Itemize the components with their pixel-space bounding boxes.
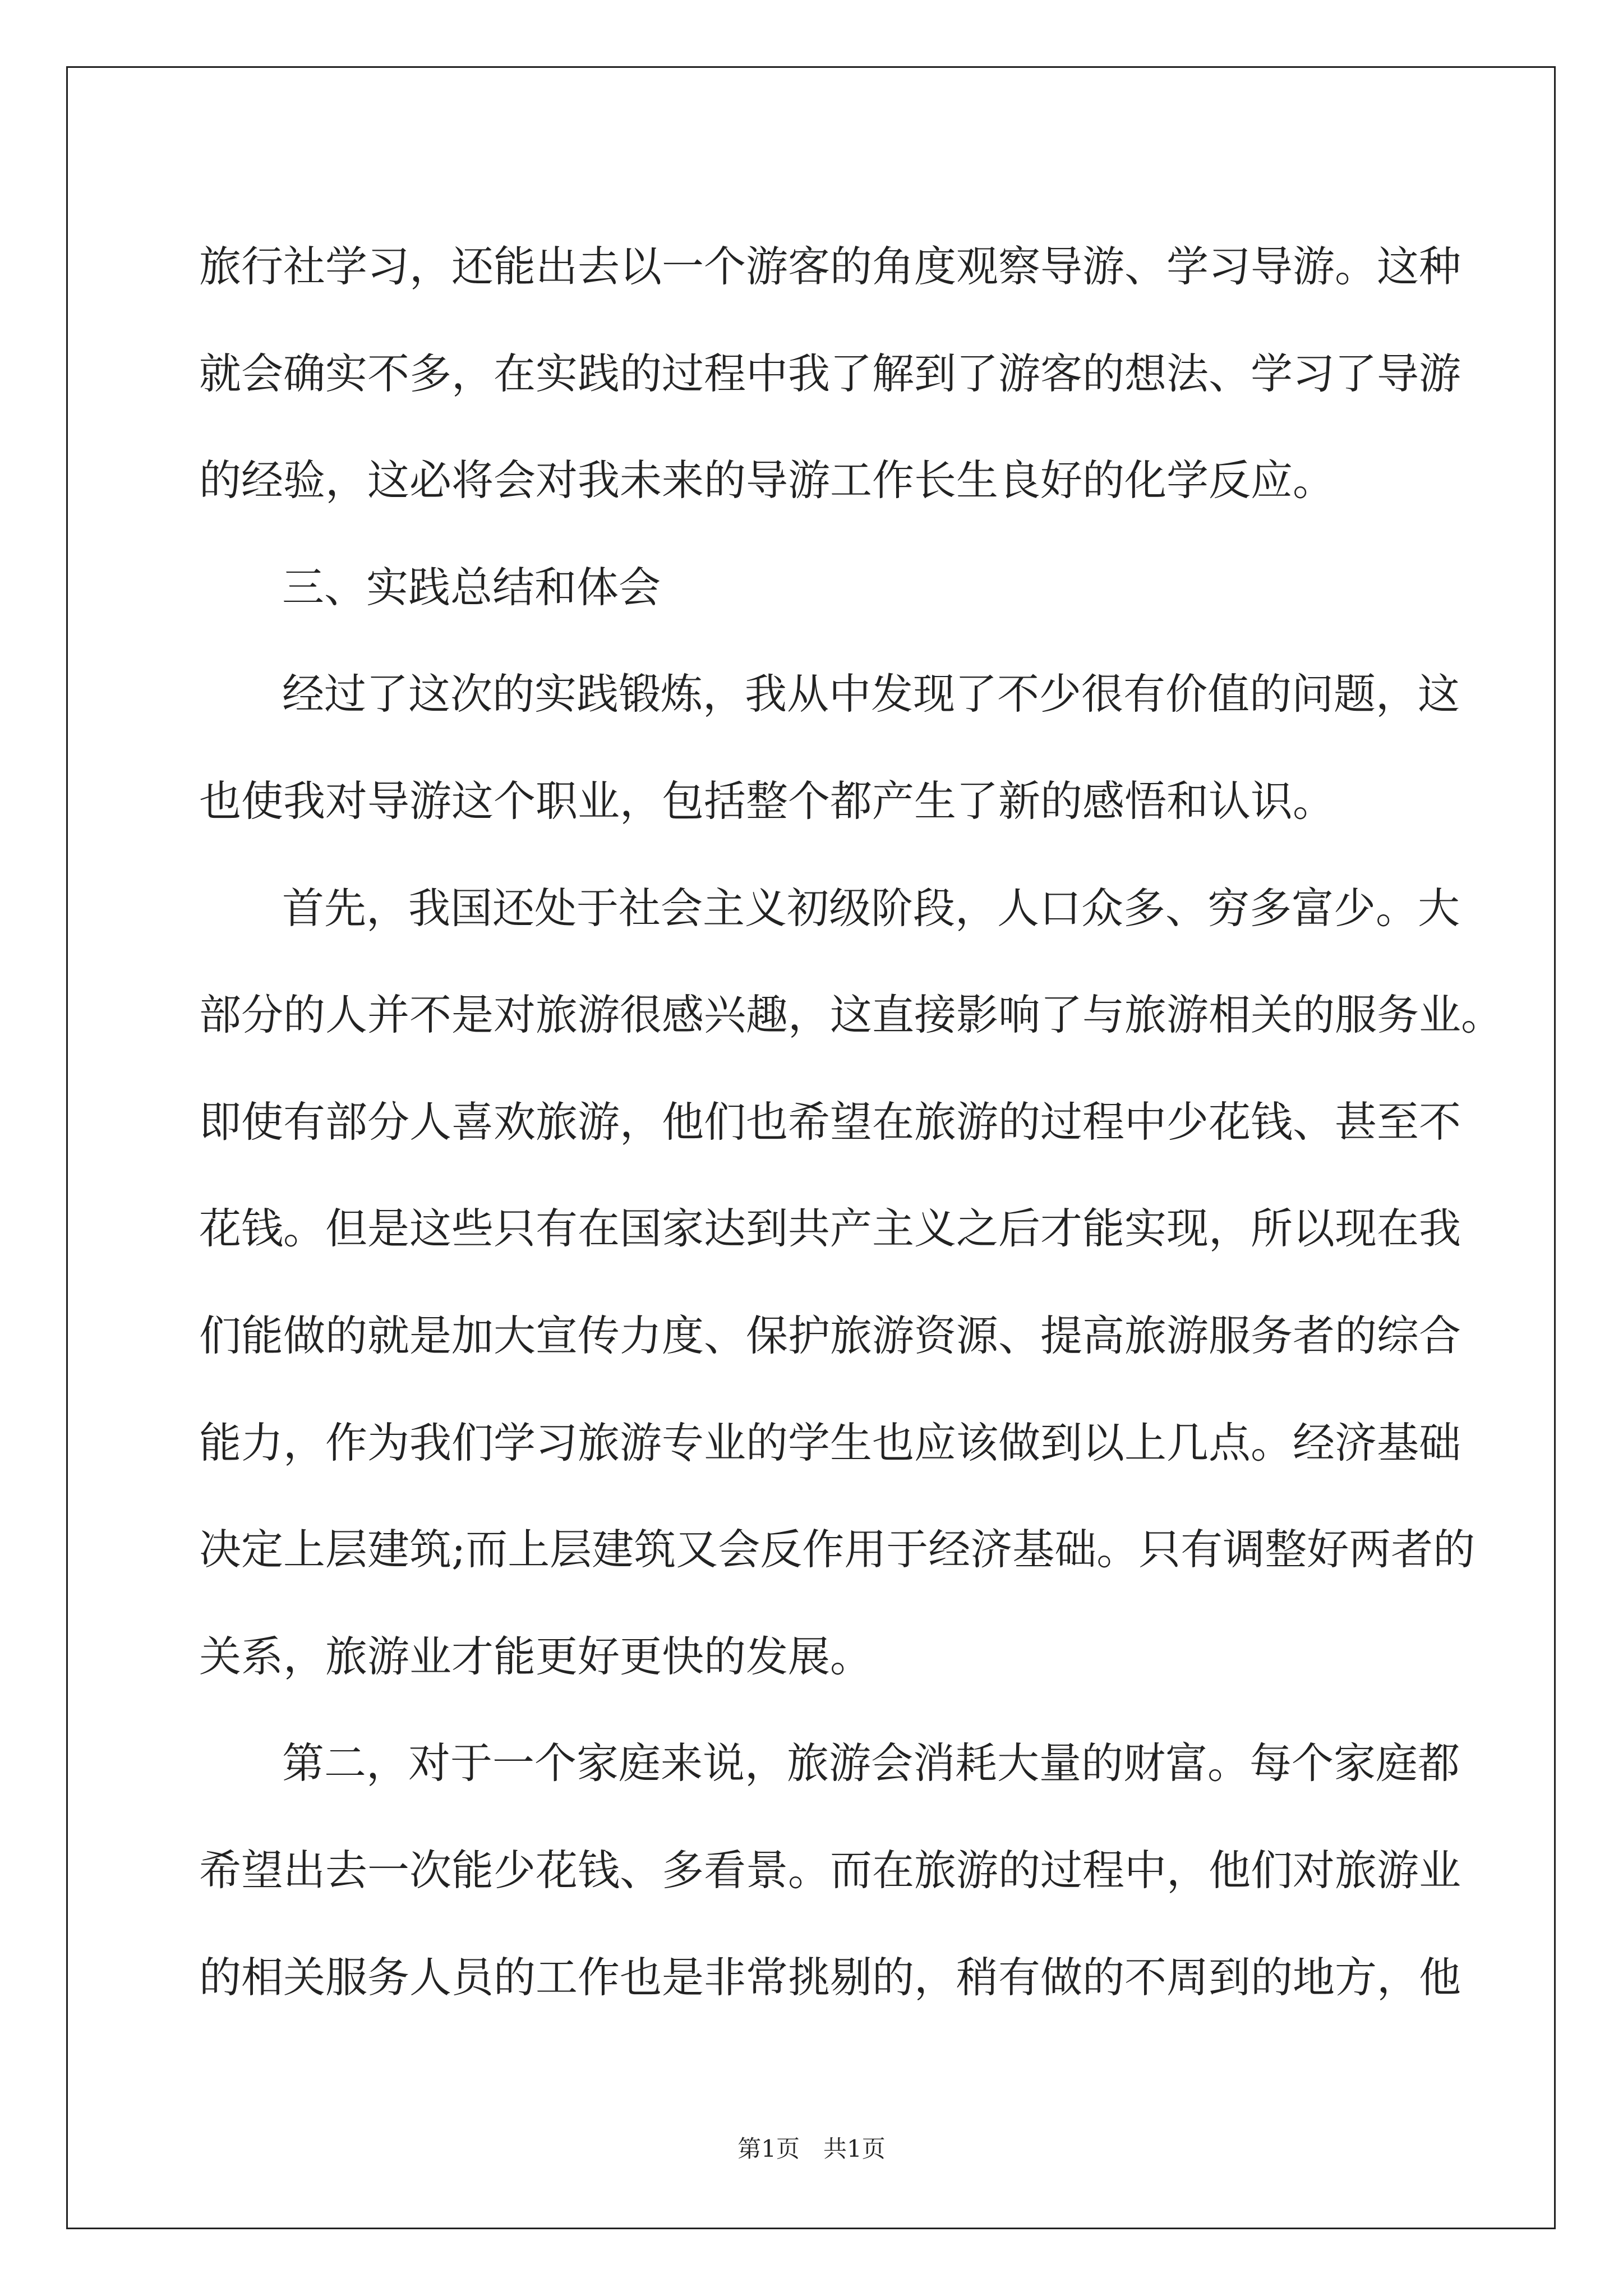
paragraph-start-line: 首先，我国还处于社会主义初级阶段，人口众多、穷多富少。大 <box>282 883 1460 933</box>
text-line: 部分的人并不是对旅游很感兴趣，这直接影响了与旅游相关的服务业。 <box>199 990 1504 1040</box>
document-body <box>199 213 1504 2031</box>
paragraph-start-line: 经过了这次的实践锻炼，我从中发现了不少很有价值的问题，这 <box>282 669 1460 719</box>
text-line: 们能做的就是加大宣传力度、保护旅游资源、提高旅游服务者的综合 <box>199 1310 1461 1360</box>
text-line: 花钱。但是这些只有在国家达到共产主义之后才能实现，所以现在我 <box>199 1204 1461 1254</box>
text-line: 关系，旅游业才能更好更快的发展。 <box>199 1631 873 1681</box>
text-line: 就会确实不多，在实践的过程中我了解到了游客的想法、学习了导游 <box>199 348 1461 398</box>
paragraph-start-line: 第二，对于一个家庭来说，旅游会消耗大量的财富。每个家庭都 <box>282 1738 1460 1788</box>
text-line: 的经验，这必将会对我未来的导游工作长生良好的化学反应。 <box>199 455 1335 505</box>
text-line: 决定上层建筑;而上层建筑又会反作用于经济基础。只有调整好两者的 <box>199 1525 1476 1575</box>
section-heading: 三、实践总结和体会 <box>282 562 661 612</box>
text-line: 也使我对导游这个职业，包括整个都产生了新的感悟和认识。 <box>199 776 1335 826</box>
text-line: 的相关服务人员的工作也是非常挑剔的，稍有做的不周到的地方，他 <box>199 1952 1461 2002</box>
text-line: 希望出去一次能少花钱、多看景。而在旅游的过程中，他们对旅游业 <box>199 1845 1461 1895</box>
page-footer: 第1页 共1页 <box>737 2135 886 2162</box>
text-line: 即使有部分人喜欢旅游，他们也希望在旅游的过程中少花钱、甚至不 <box>199 1097 1461 1147</box>
text-line: 旅行社学习，还能出去以一个游客的角度观察导游、学习导游。这种 <box>199 242 1461 291</box>
text-line: 能力，作为我们学习旅游专业的学生也应该做到以上几点。经济基础 <box>199 1418 1461 1467</box>
